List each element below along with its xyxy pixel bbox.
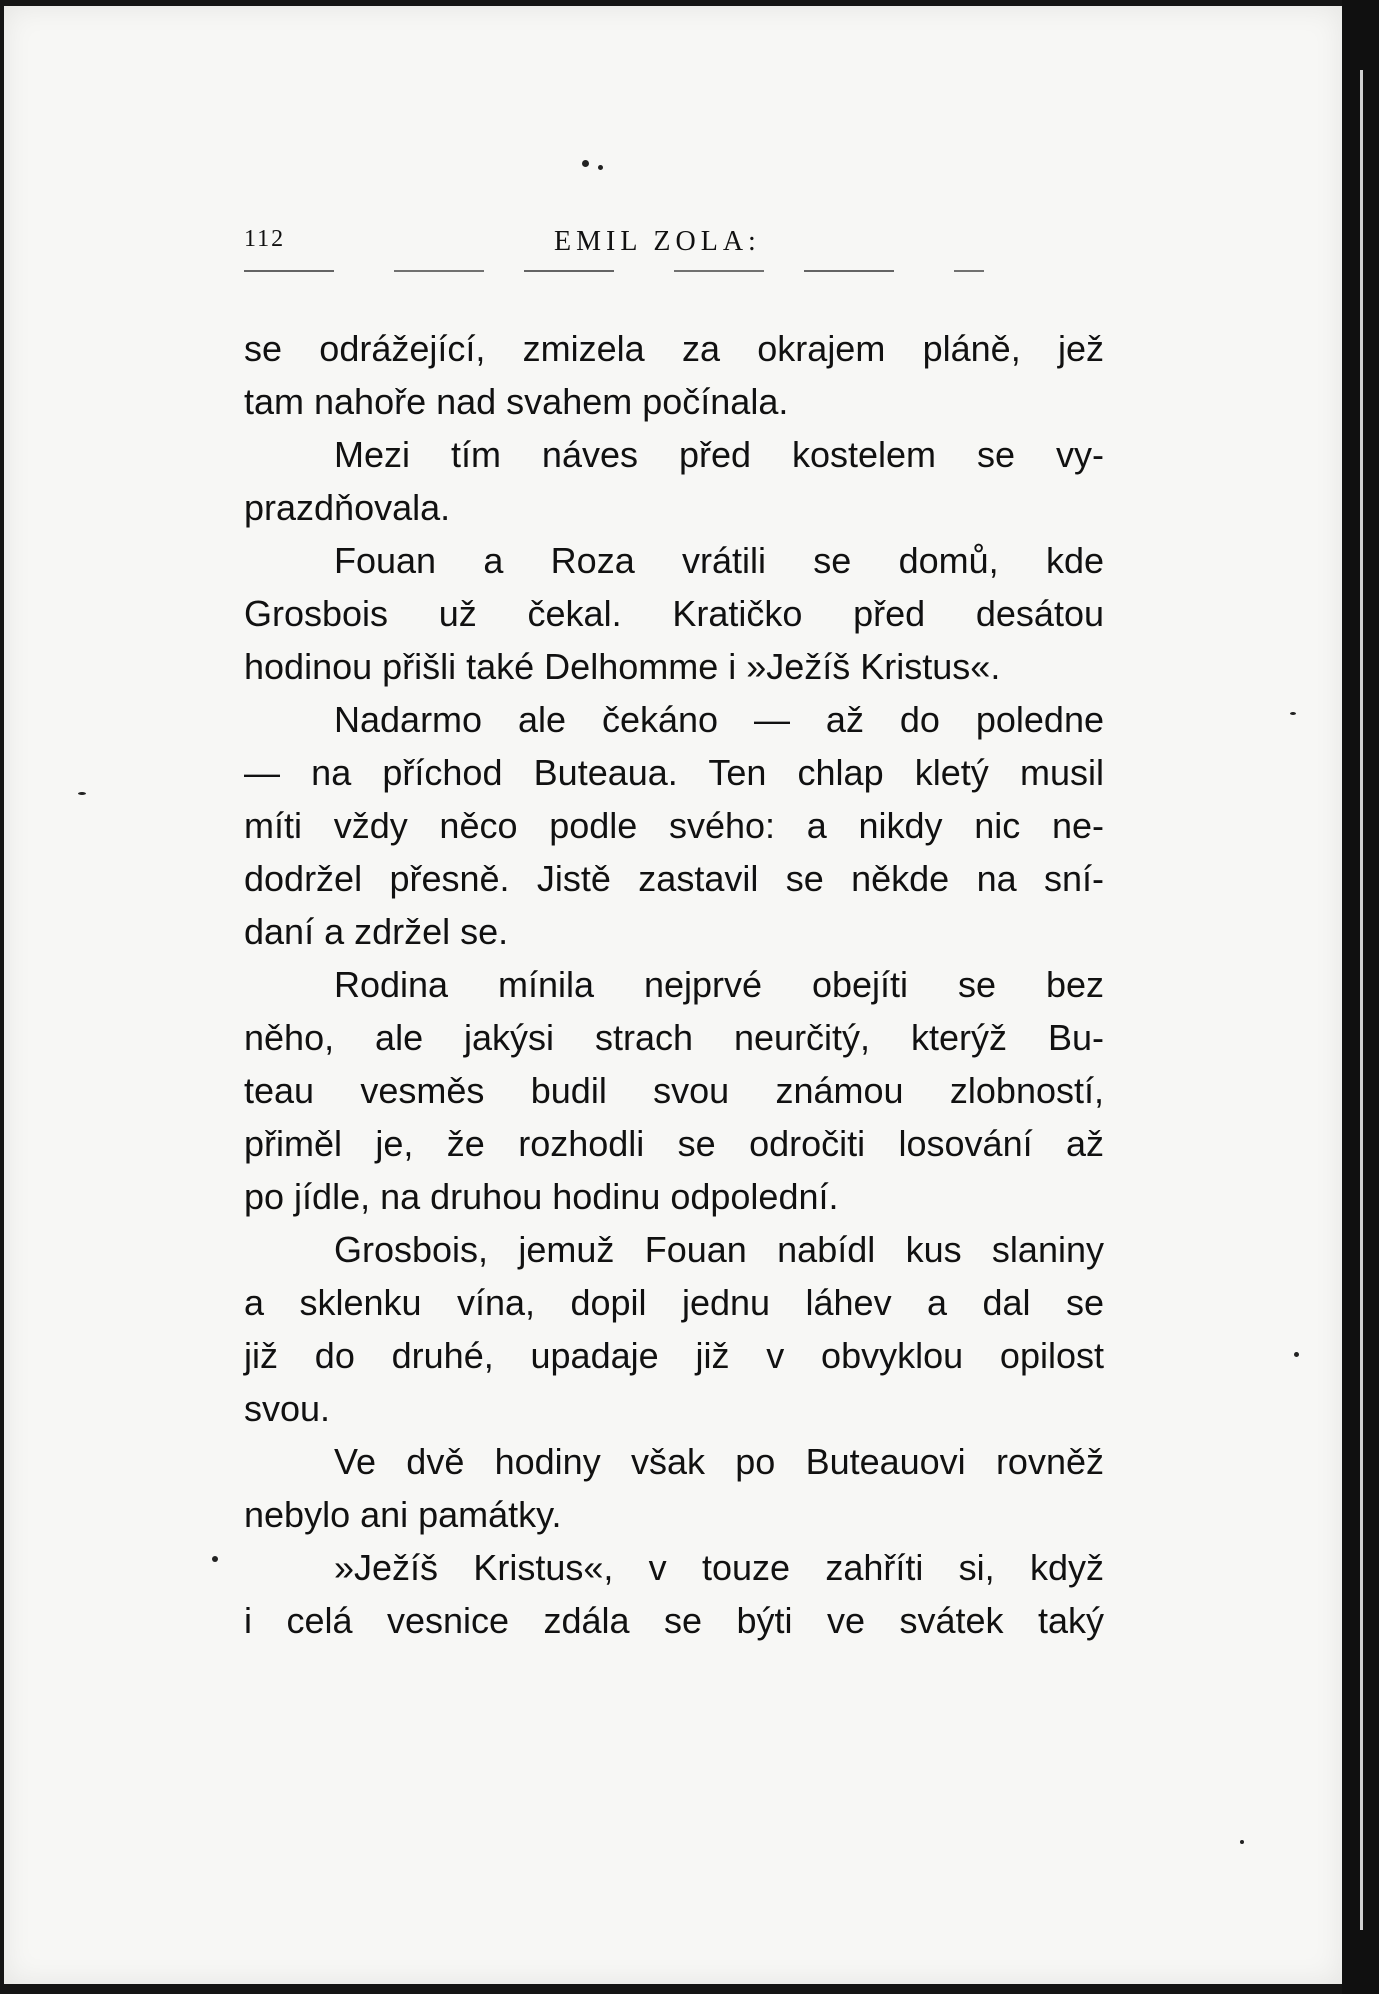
scan-speck <box>212 1556 218 1562</box>
text-line: již do druhé, upadaje již v obvyklou opilost <box>244 1335 1104 1376</box>
scan-speck <box>1240 1840 1244 1844</box>
text-line: Ve dvě hodiny však po Buteauovi rovněž <box>334 1441 1104 1482</box>
text-line: se odrážející, zmizela za okrajem pláně, jež <box>244 328 1104 369</box>
page-header <box>244 226 1106 262</box>
text-line: Rodina mínila nejprvé obejíti se bez <box>334 964 1104 1005</box>
text-line: — na příchod Buteaua. Ten chlap kletý musil <box>244 752 1104 793</box>
text-line: Grosbois, jemuž Fouan nabídl kus slaniny <box>334 1229 1104 1270</box>
body-text <box>244 322 1104 1647</box>
text-line: svou. <box>244 1388 331 1429</box>
page-edge-line <box>1360 70 1363 1930</box>
text-line: teau vesměs budil svou známou zlobností, <box>244 1070 1104 1111</box>
text-line: přiměl je, že rozhodli se odročiti losování až <box>244 1123 1104 1164</box>
text-line: míti vždy něco podle svého: a nikdy nic ne- <box>244 805 1104 846</box>
page-number: 112 <box>244 226 286 252</box>
text-line: a sklenku vína, dopil jednu láhev a dal se <box>244 1282 1104 1323</box>
running-head: EMIL ZOLA: <box>554 226 761 257</box>
text-line: i celá vesnice zdála se býti ve svátek taký <box>244 1600 1104 1641</box>
scan-speck <box>598 165 603 170</box>
text-line: daní a zdržel se. <box>244 911 509 952</box>
scan-speck <box>1294 1352 1299 1357</box>
scan-speck <box>582 160 589 167</box>
text-line: »Ježíš Kristus«, v touze zahříti si, když <box>334 1547 1104 1588</box>
text-line: Nadarmo ale čekáno — až do poledne <box>334 699 1104 740</box>
scan-speck <box>1290 712 1296 715</box>
text-line: nebylo ani památky. <box>244 1494 562 1535</box>
text-line: Fouan a Roza vrátili se domů, kde <box>334 540 1104 581</box>
text-line: Grosbois už čekal. Kratičko před desátou <box>244 593 1104 634</box>
text-line: dodržel přesně. Jistě zastavil se někde na sní- <box>244 858 1104 899</box>
header-rule <box>244 270 984 272</box>
text-line: prazdňovala. <box>244 487 451 528</box>
text-line: něho, ale jakýsi strach neurčitý, kterýž Bu- <box>244 1017 1104 1058</box>
text-line: Mezi tím náves před kostelem se vy- <box>334 434 1104 475</box>
text-line: hodinou přišli také Delhomme i »Ježíš Kristus«. <box>244 646 1001 687</box>
text-line: po jídle, na druhou hodinu odpolední. <box>244 1176 839 1217</box>
text-line: tam nahoře nad svahem počínala. <box>244 381 789 422</box>
scan-speck <box>78 792 86 795</box>
